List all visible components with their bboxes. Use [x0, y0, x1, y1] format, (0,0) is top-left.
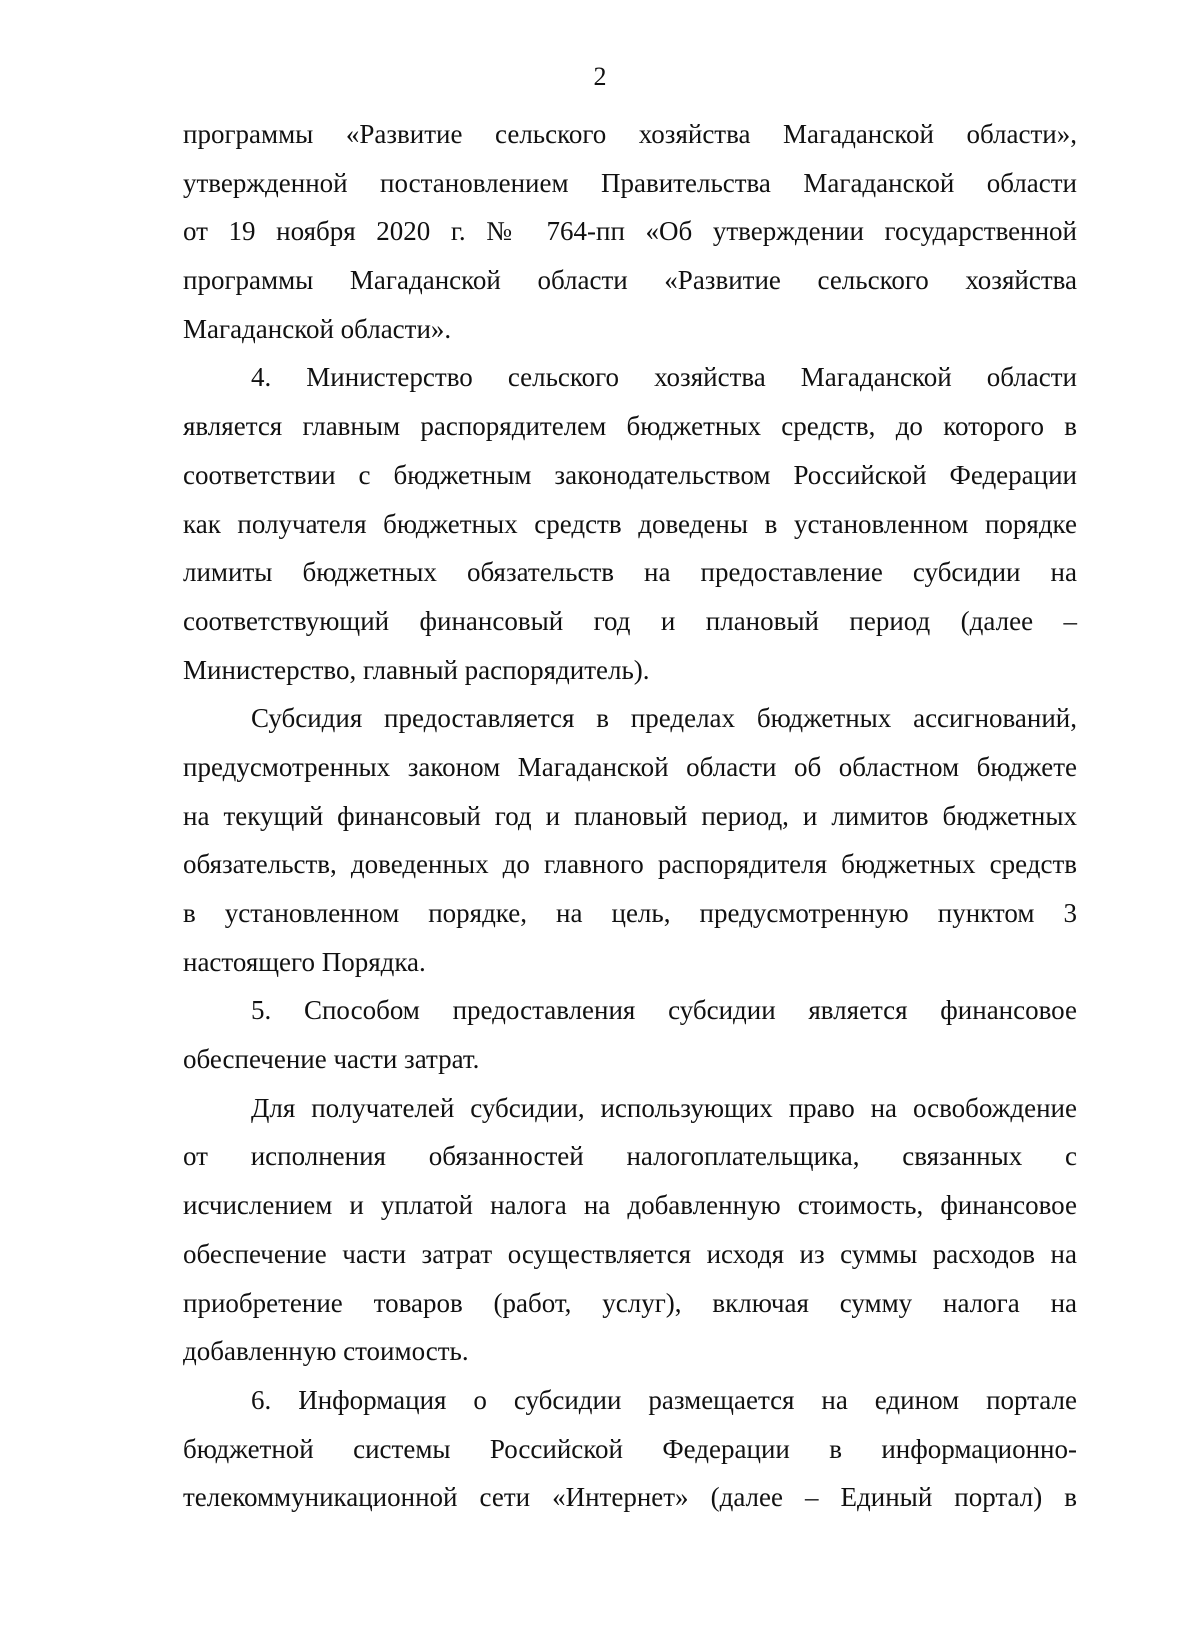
- text-line: приобретение товаров (работ, услуг), включая сумму налога на: [183, 1287, 1077, 1318]
- text-line: лимиты бюджетных обязательств на предоставление субсидии на: [183, 557, 1077, 588]
- text-line: от 19 ноября 2020 г. № 764-пп «Об утверждении государственной: [183, 216, 1077, 247]
- text-line: 4. Министерство сельского хозяйства Магаданской области: [251, 362, 1077, 393]
- text-line: телекоммуникационной сети «Интернет» (далее – Единый портал) в: [183, 1482, 1077, 1513]
- page-number: 2: [593, 62, 607, 91]
- text-line: является главным распорядителем бюджетных средств, до которого в: [183, 411, 1077, 442]
- text-line: исчислением и уплатой налога на добавленную стоимость, финансовое: [183, 1190, 1077, 1221]
- text-line: как получателя бюджетных средств доведены в установленном порядке: [183, 508, 1077, 539]
- text-line: утвержденной постановлением Правительства Магаданской области: [183, 167, 1077, 198]
- text-line: обеспечение части затрат.: [183, 1044, 480, 1075]
- text-line: в установленном порядке, на цель, предусмотренную пунктом 3: [183, 898, 1077, 928]
- text-line: соответствии с бюджетным законодательством Российской Федерации: [183, 459, 1077, 490]
- text-line: соответствующий финансовый год и плановый период (далее –: [183, 605, 1077, 636]
- text-line: на текущий финансовый год и плановый период, и лимитов бюджетных: [183, 800, 1077, 831]
- text-line: бюджетной системы Российской Федерации в информационно-: [183, 1433, 1077, 1464]
- text-line: 5. Способом предоставления субсидии является финансовое: [251, 995, 1077, 1026]
- text-line: 6. Информация о субсидии размещается на едином портале: [251, 1384, 1077, 1415]
- text-line: обязательств, доведенных до главного распорядителя бюджетных средств: [183, 849, 1077, 880]
- text-line: от исполнения обязанностей налогоплательщика, связанных с: [183, 1141, 1077, 1172]
- text-line: Субсидия предоставляется в пределах бюджетных ассигнований,: [251, 703, 1077, 734]
- text-line: Для получателей субсидии, использующих право на освобождение: [251, 1092, 1077, 1123]
- text-line: обеспечение части затрат осуществляется исходя из суммы расходов на: [183, 1238, 1077, 1269]
- text-line: настоящего Порядка.: [183, 946, 426, 977]
- text-line: добавленную стоимость.: [183, 1336, 469, 1367]
- text-line: программы «Развитие сельского хозяйства Магаданской области»,: [183, 119, 1077, 149]
- document-body: [183, 110, 1077, 1522]
- text-line: Магаданской области».: [183, 313, 452, 344]
- text-line: предусмотренных законом Магаданской области об областном бюджете: [183, 751, 1077, 782]
- text-line: программы Магаданской области «Развитие сельского хозяйства: [183, 265, 1077, 296]
- text-line: Министерство, главный распорядитель).: [183, 654, 650, 685]
